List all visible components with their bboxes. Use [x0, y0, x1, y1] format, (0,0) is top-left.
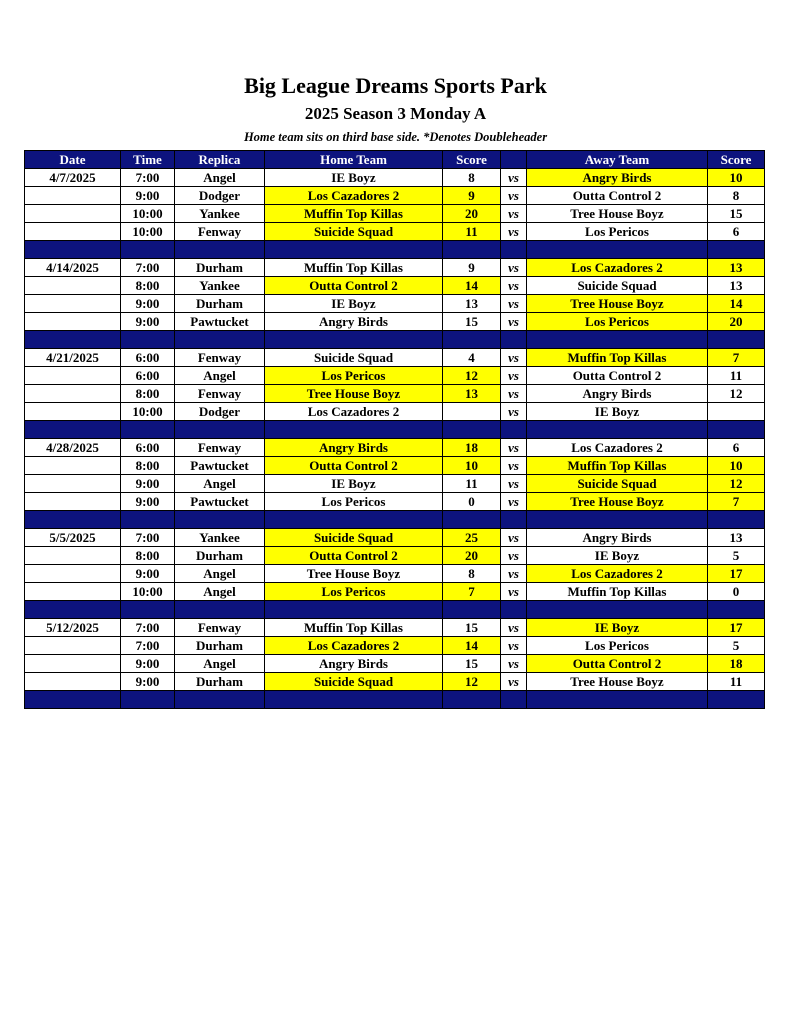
home-team-cell: Angry Birds	[265, 655, 443, 673]
away-score-cell: 5	[708, 637, 765, 655]
separator-cell	[121, 241, 175, 259]
vs-cell: vs	[501, 367, 527, 385]
away-team-cell: IE Boyz	[527, 403, 708, 421]
table-row	[25, 637, 765, 655]
time-cell: 9:00	[121, 493, 175, 511]
table-row	[25, 313, 765, 331]
date-cell: 4/21/2025	[25, 349, 121, 367]
separator-cell	[501, 691, 527, 709]
vs-cell: vs	[501, 565, 527, 583]
date-cell	[25, 403, 121, 421]
separator-cell	[175, 511, 265, 529]
away-score-cell: 12	[708, 475, 765, 493]
home-team-cell: Suicide Squad	[265, 529, 443, 547]
time-cell: 9:00	[121, 295, 175, 313]
header-date: Date	[25, 151, 121, 169]
home-score-cell: 13	[443, 385, 501, 403]
separator-cell	[443, 691, 501, 709]
vs-cell: vs	[501, 385, 527, 403]
date-cell	[25, 295, 121, 313]
time-cell: 9:00	[121, 565, 175, 583]
home-team-cell: Outta Control 2	[265, 277, 443, 295]
away-team-cell: Los Pericos	[527, 313, 708, 331]
vs-cell: vs	[501, 493, 527, 511]
time-cell: 9:00	[121, 673, 175, 691]
away-score-cell: 11	[708, 673, 765, 691]
home-team-cell: Muffin Top Killas	[265, 259, 443, 277]
separator-cell	[121, 511, 175, 529]
home-score-cell: 0	[443, 493, 501, 511]
away-team-cell: Suicide Squad	[527, 277, 708, 295]
date-cell	[25, 475, 121, 493]
vs-cell: vs	[501, 439, 527, 457]
table-row	[25, 583, 765, 601]
separator-cell	[121, 691, 175, 709]
separator-cell	[501, 241, 527, 259]
separator-cell	[527, 511, 708, 529]
date-cell	[25, 637, 121, 655]
separator-cell	[708, 421, 765, 439]
home-team-cell: IE Boyz	[265, 295, 443, 313]
vs-cell: vs	[501, 547, 527, 565]
separator-cell	[527, 421, 708, 439]
separator-cell	[443, 601, 501, 619]
table-row	[25, 529, 765, 547]
week-separator-row	[25, 691, 765, 709]
table-row	[25, 565, 765, 583]
page-subtitle: 2025 Season 3 Monday A	[304, 104, 487, 123]
home-score-cell: 10	[443, 457, 501, 475]
table-row	[25, 655, 765, 673]
table-row	[25, 385, 765, 403]
separator-cell	[527, 601, 708, 619]
home-score-cell: 11	[443, 223, 501, 241]
home-score-cell: 12	[443, 367, 501, 385]
away-score-cell: 17	[708, 565, 765, 583]
home-score-cell: 8	[443, 169, 501, 187]
replica-cell: Durham	[175, 637, 265, 655]
date-cell	[25, 367, 121, 385]
away-team-cell: Angry Birds	[527, 529, 708, 547]
away-team-cell: Los Pericos	[527, 223, 708, 241]
home-team-cell: Angry Birds	[265, 313, 443, 331]
home-score-cell	[443, 403, 501, 421]
date-cell	[25, 205, 121, 223]
home-score-cell: 15	[443, 619, 501, 637]
home-team-cell: Suicide Squad	[265, 349, 443, 367]
separator-cell	[25, 241, 121, 259]
header-time: Time	[121, 151, 175, 169]
home-team-cell: Suicide Squad	[265, 673, 443, 691]
away-team-cell: Angry Birds	[527, 385, 708, 403]
replica-cell: Dodger	[175, 403, 265, 421]
vs-cell: vs	[501, 223, 527, 241]
time-cell: 8:00	[121, 547, 175, 565]
vs-cell: vs	[501, 583, 527, 601]
away-team-cell: Tree House Boyz	[527, 295, 708, 313]
table-row	[25, 673, 765, 691]
replica-cell: Yankee	[175, 205, 265, 223]
date-cell	[25, 187, 121, 205]
time-cell: 6:00	[121, 349, 175, 367]
away-score-cell: 7	[708, 349, 765, 367]
table-header-row	[25, 151, 765, 169]
time-cell: 8:00	[121, 277, 175, 295]
separator-cell	[501, 331, 527, 349]
page-note: Home team sits on third base side. *Denotes Doubleheader	[243, 130, 548, 144]
home-team-cell: Outta Control 2	[265, 457, 443, 475]
vs-cell: vs	[501, 277, 527, 295]
home-score-cell: 18	[443, 439, 501, 457]
date-cell	[25, 565, 121, 583]
home-team-cell: Los Pericos	[265, 367, 443, 385]
date-cell	[25, 385, 121, 403]
separator-cell	[708, 691, 765, 709]
replica-cell: Durham	[175, 259, 265, 277]
separator-cell	[527, 241, 708, 259]
away-score-cell: 12	[708, 385, 765, 403]
separator-cell	[175, 601, 265, 619]
away-score-cell: 0	[708, 583, 765, 601]
separator-cell	[121, 421, 175, 439]
time-cell: 6:00	[121, 439, 175, 457]
header-vs	[501, 151, 527, 169]
separator-cell	[175, 421, 265, 439]
home-score-cell: 4	[443, 349, 501, 367]
date-cell: 4/14/2025	[25, 259, 121, 277]
schedule-table	[24, 150, 765, 709]
replica-cell: Angel	[175, 475, 265, 493]
header-home-score: Score	[443, 151, 501, 169]
home-score-cell: 14	[443, 637, 501, 655]
home-score-cell: 15	[443, 313, 501, 331]
vs-cell: vs	[501, 259, 527, 277]
vs-cell: vs	[501, 403, 527, 421]
home-team-cell: Muffin Top Killas	[265, 205, 443, 223]
time-cell: 7:00	[121, 169, 175, 187]
away-team-cell: Outta Control 2	[527, 367, 708, 385]
separator-cell	[25, 691, 121, 709]
time-cell: 10:00	[121, 403, 175, 421]
home-team-cell: Muffin Top Killas	[265, 619, 443, 637]
date-cell	[25, 313, 121, 331]
home-score-cell: 11	[443, 475, 501, 493]
date-cell: 5/5/2025	[25, 529, 121, 547]
separator-cell	[25, 601, 121, 619]
separator-cell	[501, 421, 527, 439]
time-cell: 10:00	[121, 583, 175, 601]
home-team-cell: Suicide Squad	[265, 223, 443, 241]
separator-cell	[25, 331, 121, 349]
home-team-cell: Angry Birds	[265, 439, 443, 457]
replica-cell: Pawtucket	[175, 457, 265, 475]
replica-cell: Fenway	[175, 349, 265, 367]
separator-cell	[443, 511, 501, 529]
home-score-cell: 14	[443, 277, 501, 295]
separator-cell	[265, 331, 443, 349]
header-away-score: Score	[708, 151, 765, 169]
vs-cell: vs	[501, 457, 527, 475]
separator-cell	[121, 331, 175, 349]
home-score-cell: 12	[443, 673, 501, 691]
away-score-cell: 7	[708, 493, 765, 511]
table-row	[25, 187, 765, 205]
separator-cell	[121, 601, 175, 619]
table-row	[25, 205, 765, 223]
time-cell: 7:00	[121, 619, 175, 637]
away-team-cell: Tree House Boyz	[527, 493, 708, 511]
away-team-cell: Los Cazadores 2	[527, 259, 708, 277]
vs-cell: vs	[501, 349, 527, 367]
away-score-cell: 10	[708, 169, 765, 187]
time-cell: 9:00	[121, 655, 175, 673]
replica-cell: Angel	[175, 565, 265, 583]
separator-cell	[443, 421, 501, 439]
home-score-cell: 15	[443, 655, 501, 673]
date-cell	[25, 673, 121, 691]
vs-cell: vs	[501, 673, 527, 691]
date-cell	[25, 547, 121, 565]
date-cell	[25, 223, 121, 241]
replica-cell: Angel	[175, 169, 265, 187]
away-team-cell: Suicide Squad	[527, 475, 708, 493]
replica-cell: Angel	[175, 367, 265, 385]
time-cell: 7:00	[121, 529, 175, 547]
date-cell	[25, 457, 121, 475]
away-score-cell: 5	[708, 547, 765, 565]
away-score-cell: 10	[708, 457, 765, 475]
separator-cell	[443, 331, 501, 349]
vs-cell: vs	[501, 529, 527, 547]
away-team-cell: IE Boyz	[527, 619, 708, 637]
home-score-cell: 8	[443, 565, 501, 583]
replica-cell: Dodger	[175, 187, 265, 205]
table-row	[25, 439, 765, 457]
time-cell: 9:00	[121, 475, 175, 493]
replica-cell: Durham	[175, 295, 265, 313]
vs-cell: vs	[501, 295, 527, 313]
home-score-cell: 20	[443, 547, 501, 565]
home-score-cell: 9	[443, 187, 501, 205]
separator-cell	[501, 601, 527, 619]
away-score-cell: 20	[708, 313, 765, 331]
separator-cell	[265, 511, 443, 529]
time-cell: 7:00	[121, 259, 175, 277]
separator-cell	[708, 241, 765, 259]
home-team-cell: Los Pericos	[265, 493, 443, 511]
home-team-cell: IE Boyz	[265, 475, 443, 493]
date-cell: 4/7/2025	[25, 169, 121, 187]
away-score-cell: 13	[708, 529, 765, 547]
separator-cell	[708, 511, 765, 529]
vs-cell: vs	[501, 475, 527, 493]
away-score-cell: 18	[708, 655, 765, 673]
home-team-cell: Tree House Boyz	[265, 385, 443, 403]
vs-cell: vs	[501, 205, 527, 223]
table-row	[25, 547, 765, 565]
week-separator-row	[25, 331, 765, 349]
home-team-cell: Outta Control 2	[265, 547, 443, 565]
home-team-cell: Los Cazadores 2	[265, 403, 443, 421]
header-home-team: Home Team	[265, 151, 443, 169]
away-score-cell: 13	[708, 259, 765, 277]
separator-cell	[175, 691, 265, 709]
away-team-cell: Muffin Top Killas	[527, 349, 708, 367]
time-cell: 6:00	[121, 367, 175, 385]
away-team-cell: Muffin Top Killas	[527, 583, 708, 601]
header-replica: Replica	[175, 151, 265, 169]
away-team-cell: IE Boyz	[527, 547, 708, 565]
separator-cell	[175, 241, 265, 259]
home-team-cell: Los Cazadores 2	[265, 187, 443, 205]
separator-cell	[527, 691, 708, 709]
date-cell: 5/12/2025	[25, 619, 121, 637]
away-score-cell: 13	[708, 277, 765, 295]
away-team-cell: Los Cazadores 2	[527, 565, 708, 583]
replica-cell: Angel	[175, 655, 265, 673]
date-cell: 4/28/2025	[25, 439, 121, 457]
away-team-cell: Los Pericos	[527, 637, 708, 655]
separator-cell	[501, 511, 527, 529]
away-team-cell: Outta Control 2	[527, 655, 708, 673]
header-away-team: Away Team	[527, 151, 708, 169]
time-cell: 10:00	[121, 223, 175, 241]
away-team-cell: Tree House Boyz	[527, 673, 708, 691]
home-team-cell: IE Boyz	[265, 169, 443, 187]
schedule-body	[25, 169, 765, 709]
date-cell	[25, 655, 121, 673]
time-cell: 8:00	[121, 457, 175, 475]
replica-cell: Fenway	[175, 223, 265, 241]
table-row	[25, 475, 765, 493]
page-title: Big League Dreams Sports Park	[244, 73, 547, 98]
date-cell	[25, 493, 121, 511]
time-cell: 7:00	[121, 637, 175, 655]
vs-cell: vs	[501, 187, 527, 205]
vs-cell: vs	[501, 619, 527, 637]
vs-cell: vs	[501, 655, 527, 673]
separator-cell	[527, 331, 708, 349]
separator-cell	[265, 691, 443, 709]
table-row	[25, 493, 765, 511]
table-row	[25, 223, 765, 241]
separator-cell	[25, 421, 121, 439]
home-score-cell: 13	[443, 295, 501, 313]
table-row	[25, 367, 765, 385]
away-score-cell	[708, 403, 765, 421]
away-score-cell: 17	[708, 619, 765, 637]
replica-cell: Fenway	[175, 439, 265, 457]
vs-cell: vs	[501, 637, 527, 655]
date-cell	[25, 277, 121, 295]
replica-cell: Fenway	[175, 385, 265, 403]
away-score-cell: 11	[708, 367, 765, 385]
replica-cell: Durham	[175, 547, 265, 565]
replica-cell: Pawtucket	[175, 313, 265, 331]
time-cell: 8:00	[121, 385, 175, 403]
table-row	[25, 349, 765, 367]
vs-cell: vs	[501, 169, 527, 187]
replica-cell: Yankee	[175, 277, 265, 295]
table-row	[25, 295, 765, 313]
home-score-cell: 20	[443, 205, 501, 223]
separator-cell	[25, 511, 121, 529]
home-team-cell: Los Pericos	[265, 583, 443, 601]
table-row	[25, 259, 765, 277]
away-score-cell: 6	[708, 223, 765, 241]
separator-cell	[443, 241, 501, 259]
home-score-cell: 25	[443, 529, 501, 547]
table-row	[25, 457, 765, 475]
replica-cell: Yankee	[175, 529, 265, 547]
away-score-cell: 15	[708, 205, 765, 223]
separator-cell	[708, 331, 765, 349]
away-score-cell: 6	[708, 439, 765, 457]
away-team-cell: Muffin Top Killas	[527, 457, 708, 475]
separator-cell	[708, 601, 765, 619]
time-cell: 9:00	[121, 313, 175, 331]
week-separator-row	[25, 511, 765, 529]
vs-cell: vs	[501, 313, 527, 331]
home-score-cell: 7	[443, 583, 501, 601]
table-row	[25, 169, 765, 187]
date-cell	[25, 583, 121, 601]
table-row	[25, 619, 765, 637]
time-cell: 9:00	[121, 187, 175, 205]
table-row	[25, 403, 765, 421]
replica-cell: Pawtucket	[175, 493, 265, 511]
separator-cell	[175, 331, 265, 349]
separator-cell	[265, 601, 443, 619]
home-score-cell: 9	[443, 259, 501, 277]
table-row	[25, 277, 765, 295]
away-team-cell: Tree House Boyz	[527, 205, 708, 223]
replica-cell: Fenway	[175, 619, 265, 637]
week-separator-row	[25, 241, 765, 259]
separator-cell	[265, 241, 443, 259]
away-team-cell: Los Cazadores 2	[527, 439, 708, 457]
week-separator-row	[25, 601, 765, 619]
away-team-cell: Angry Birds	[527, 169, 708, 187]
week-separator-row	[25, 421, 765, 439]
away-score-cell: 8	[708, 187, 765, 205]
replica-cell: Durham	[175, 673, 265, 691]
time-cell: 10:00	[121, 205, 175, 223]
away-team-cell: Outta Control 2	[527, 187, 708, 205]
home-team-cell: Tree House Boyz	[265, 565, 443, 583]
home-team-cell: Los Cazadores 2	[265, 637, 443, 655]
away-score-cell: 14	[708, 295, 765, 313]
replica-cell: Angel	[175, 583, 265, 601]
separator-cell	[265, 421, 443, 439]
